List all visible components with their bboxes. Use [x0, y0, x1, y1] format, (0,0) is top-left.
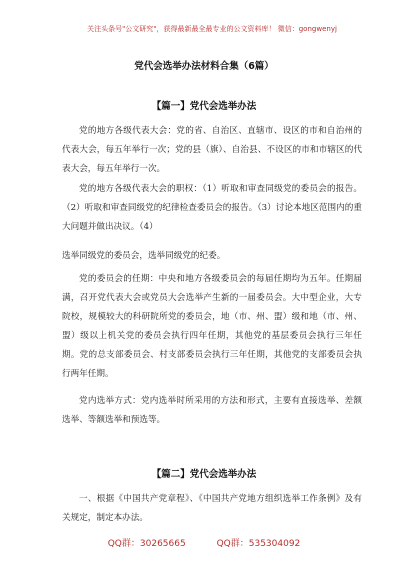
- paragraph-6: 一、根据《中国共产党章程》、《中国共产党地方组织选举工作条例》及有关规定，制定本办法。: [62, 494, 362, 523]
- paragraph-3: 选举同级党的委员会，选举同级党的纪委。: [62, 251, 226, 261]
- promo-banner: 关注头条号"公文研究"，获得最新最全最专业的公文资料库！ 微信：gongwenyj: [87, 25, 337, 33]
- footer-contact: [0, 536, 408, 549]
- paragraph-4: 党的委员会的任期：中央和地方各级委员会的每届任期均为五年。任期届满，召开党代表大会或党员大会选举产生新的一届委员会。大中型企业，大专院校，规模较大的科研院所党的委员会，地（市、州、盟）级和地（市、州、盟）级以上机关党的委员会执行四年任期，其他党的基层委员会执行三年任期。党的总支部委员会、村支部委员会执行三年任期，其他党的支部委员会执行两年任期。: [62, 274, 362, 379]
- section-heading-2: 【篇二】党代会选举办法: [151, 469, 257, 480]
- paragraph-5: 党内选举方式：党内选举时所采用的方法和形式，主要有直接选举、差额选举、等额选举和预选等。: [62, 396, 362, 425]
- section-heading-1: 【篇一】党代会选举办法: [151, 101, 257, 112]
- document-title: 党代会选举办法材料合集（6篇）: [134, 61, 274, 72]
- paragraph-1: 党的地方各级代表大会：党的省、自治区、直辖市、设区的市和自治州的代表大会，每五年举行一次；党的县（旗）、自治县、不设区的市和市辖区的代表大会，每五年举行一次。: [62, 126, 362, 174]
- footer-qq-2: QQ群：535304092: [216, 539, 301, 549]
- footer-qq-1: QQ群：30265665: [107, 539, 186, 549]
- paragraph-2: 党的地方各级代表大会的职权：（1）听取和审查同级党的委员会的报告。（2）听取和审查同级党的纪律检查委员会的报告。（3）讨论本地区范围内的重大问题并做出决议。（4）: [62, 184, 362, 232]
